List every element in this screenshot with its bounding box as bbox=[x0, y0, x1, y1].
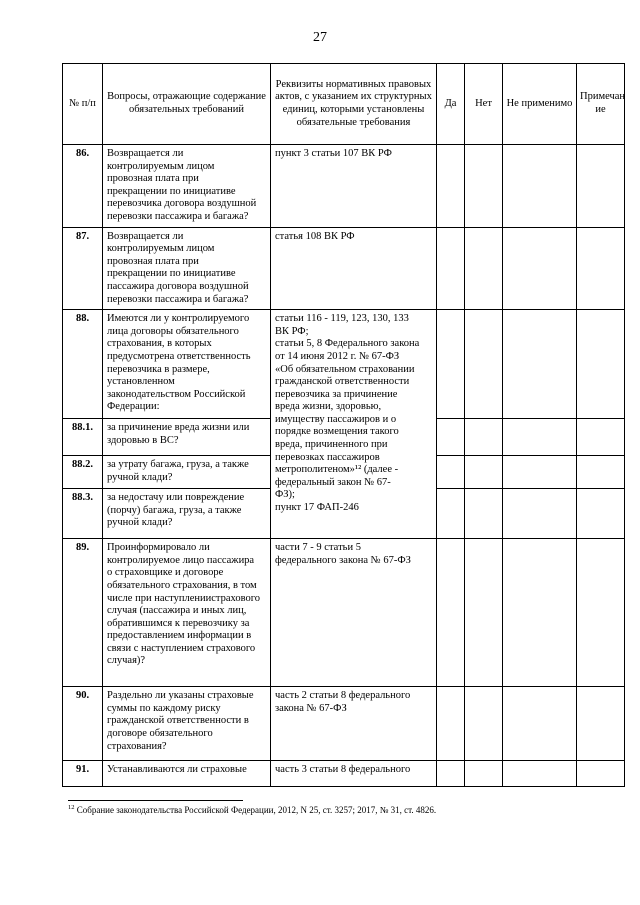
header-question: Вопросы, отражающие содержание обязательных требований bbox=[103, 64, 271, 145]
footnote bbox=[68, 804, 436, 815]
no-cell[interactable] bbox=[465, 761, 503, 787]
question-cell: Возвращается ли контролируемым лицом провозная плата при прекращении по инициативе перевозчика договора воздушной перевозки пассажира и багажа? bbox=[103, 145, 271, 228]
question-cell: Устанавливаются ли страховые bbox=[103, 761, 271, 787]
no-cell[interactable] bbox=[465, 489, 503, 539]
not-applicable-cell[interactable] bbox=[503, 310, 577, 419]
header-no: Нет bbox=[465, 64, 503, 145]
table-row bbox=[63, 687, 625, 761]
requisites-cell: части 7 - 9 статьи 5 федерального закона № 67-ФЗ bbox=[271, 539, 437, 687]
row-number: 87. bbox=[63, 227, 103, 310]
not-applicable-cell[interactable] bbox=[503, 227, 577, 310]
note-cell[interactable] bbox=[577, 539, 625, 687]
row-number: 88.1. bbox=[63, 419, 103, 456]
requisites-cell: статья 108 ВК РФ bbox=[271, 227, 437, 310]
row-number: 91. bbox=[63, 761, 103, 787]
header-yes: Да bbox=[437, 64, 465, 145]
yes-cell[interactable] bbox=[437, 539, 465, 687]
note-cell[interactable] bbox=[577, 227, 625, 310]
note-cell[interactable] bbox=[577, 761, 625, 787]
footnote-text: Собрание законодательства Российской Федерации, 2012, N 25, ст. 3257; 2017, № 31, ст. 4826. bbox=[74, 805, 437, 815]
table-row bbox=[63, 145, 625, 228]
row-number: 88. bbox=[63, 310, 103, 419]
no-cell[interactable] bbox=[465, 539, 503, 687]
no-cell[interactable] bbox=[465, 227, 503, 310]
footnote-mark: 12 bbox=[68, 804, 75, 811]
question-cell: за утрату багажа, груза, а также ручной клади? bbox=[103, 456, 271, 489]
note-cell[interactable] bbox=[577, 489, 625, 539]
row-number: 86. bbox=[63, 145, 103, 228]
checklist-table bbox=[62, 63, 625, 787]
no-cell[interactable] bbox=[465, 456, 503, 489]
not-applicable-cell[interactable] bbox=[503, 489, 577, 539]
question-cell: Имеются ли у контролируемого лица договоры обязательного страхования, в которых предусмотрена ответственность перевозчика в размере, установленном законодательством Российской Федерации: bbox=[103, 310, 271, 419]
no-cell[interactable] bbox=[465, 310, 503, 419]
question-cell: за причинение вреда жизни или здоровью в ВС? bbox=[103, 419, 271, 456]
requisites-cell: часть 2 статьи 8 федерального закона № 67-ФЗ bbox=[271, 687, 437, 761]
yes-cell[interactable] bbox=[437, 310, 465, 419]
note-cell[interactable] bbox=[577, 687, 625, 761]
requisites-cell: часть 3 статьи 8 федерального bbox=[271, 761, 437, 787]
not-applicable-cell[interactable] bbox=[503, 761, 577, 787]
note-cell[interactable] bbox=[577, 419, 625, 456]
not-applicable-cell[interactable] bbox=[503, 456, 577, 489]
note-cell[interactable] bbox=[577, 456, 625, 489]
yes-cell[interactable] bbox=[437, 227, 465, 310]
header-not-applicable: Не применимо bbox=[503, 64, 577, 145]
question-cell: Проинформировало ли контролируемое лицо пассажира о страховщике и договоре обязательного страхования, в том числе при наступленииcтрахового случая (пассажира и иных лиц, обратившимся к перевозчику за предоставлением информации в связи с наступлением страхового случая)? bbox=[103, 539, 271, 687]
table-row bbox=[63, 761, 625, 787]
question-cell: Раздельно ли указаны страховые суммы по каждому риску гражданской ответственности в договоре обязательного страхования? bbox=[103, 687, 271, 761]
yes-cell[interactable] bbox=[437, 761, 465, 787]
table-row bbox=[63, 310, 625, 419]
note-cell[interactable] bbox=[577, 310, 625, 419]
header-note: Примечан ие bbox=[577, 64, 625, 145]
yes-cell[interactable] bbox=[437, 456, 465, 489]
not-applicable-cell[interactable] bbox=[503, 419, 577, 456]
row-number: 88.3. bbox=[63, 489, 103, 539]
note-cell[interactable] bbox=[577, 145, 625, 228]
table-row bbox=[63, 539, 625, 687]
no-cell[interactable] bbox=[465, 145, 503, 228]
requisites-cell: пункт 3 статьи 107 ВК РФ bbox=[271, 145, 437, 228]
yes-cell[interactable] bbox=[437, 419, 465, 456]
yes-cell[interactable] bbox=[437, 489, 465, 539]
table-row bbox=[63, 227, 625, 310]
row-number: 90. bbox=[63, 687, 103, 761]
page-number: 27 bbox=[313, 30, 327, 45]
header-num: № п/п bbox=[63, 64, 103, 145]
question-cell: Возвращается ли контролируемым лицом провозная плата при прекращении по инициативе пассажира договора воздушной перевозки пассажира и багажа? bbox=[103, 227, 271, 310]
no-cell[interactable] bbox=[465, 687, 503, 761]
row-number: 89. bbox=[63, 539, 103, 687]
not-applicable-cell[interactable] bbox=[503, 145, 577, 228]
row-number: 88.2. bbox=[63, 456, 103, 489]
question-cell: за недостачу или повреждение (порчу) багажа, груза, а также ручной клади? bbox=[103, 489, 271, 539]
header-requisites: Реквизиты нормативных правовых актов, с указанием их структурных единиц, которыми установлены обязательные требования bbox=[271, 64, 437, 145]
footnote-divider bbox=[68, 800, 243, 801]
table-header-row bbox=[63, 64, 625, 145]
requisites-cell: статьи 116 - 119, 123, 130, 133 ВК РФ; статьи 5, 8 Федерального закона от 14 июня 2012 г. № 67-ФЗ «Об обязательном страховании гражданской ответственности перевозчика за причинение вреда жизни, здоровью, имуществу пассажиров и о порядке возмещения такого вреда, причиненного при перевозках пассажиров метрополитеном»¹² (далее - федеральный закон № 67- ФЗ); пункт 17 ФАП-246 bbox=[271, 310, 437, 539]
not-applicable-cell[interactable] bbox=[503, 539, 577, 687]
no-cell[interactable] bbox=[465, 419, 503, 456]
yes-cell[interactable] bbox=[437, 687, 465, 761]
yes-cell[interactable] bbox=[437, 145, 465, 228]
not-applicable-cell[interactable] bbox=[503, 687, 577, 761]
